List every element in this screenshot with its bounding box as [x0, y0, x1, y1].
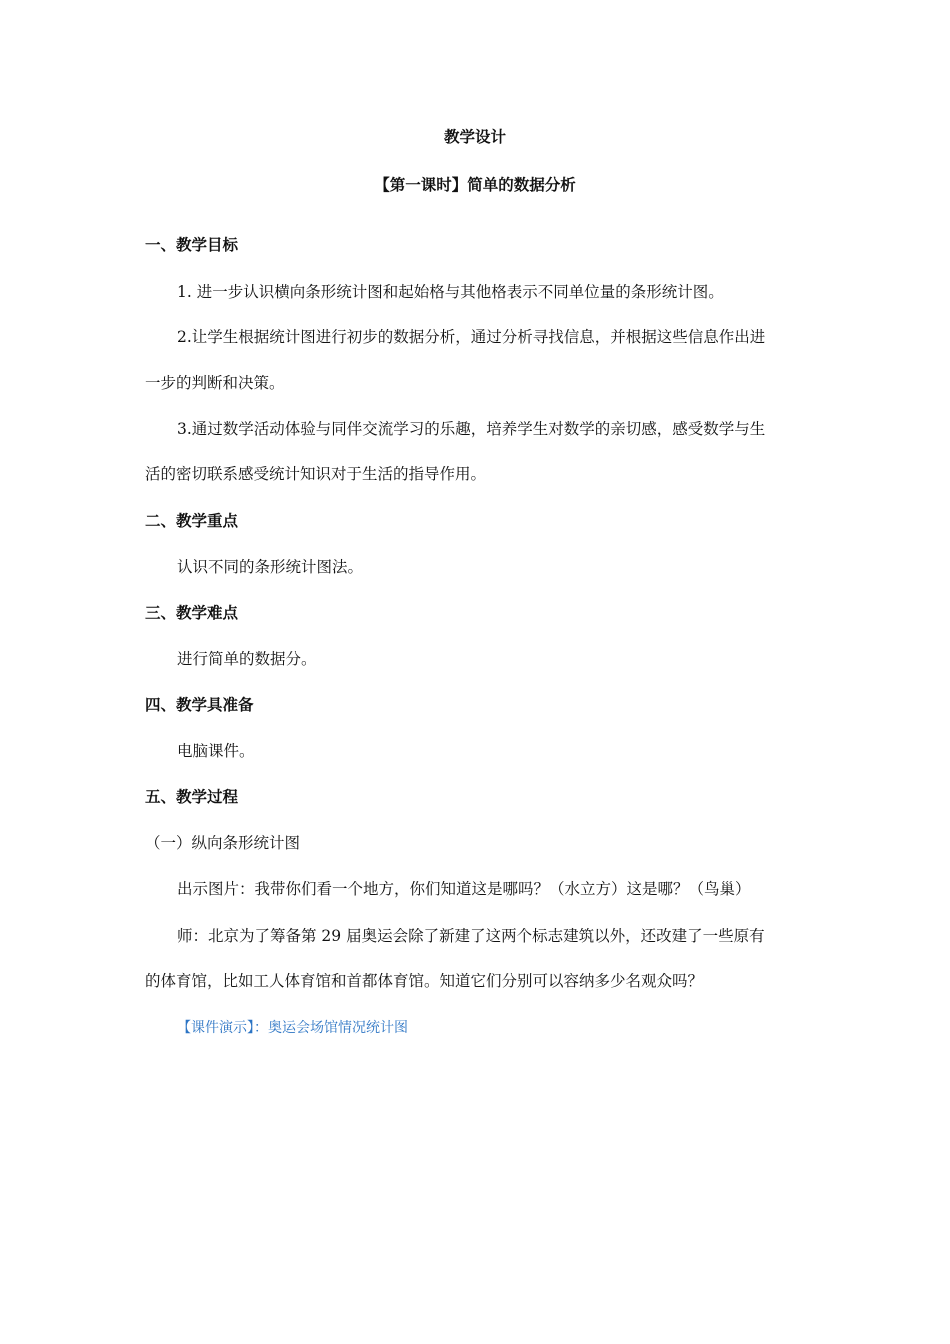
objective-3-line-1: 3.通过数学活动体验与同伴交流学习的乐趣，培养学生对数学的亲切感，感受数学与生 [177, 420, 766, 438]
section-heading-key-points: 二、教学重点 [145, 512, 239, 530]
section-heading-process: 五、教学过程 [145, 788, 239, 806]
objective-2-line-2: 一步的判断和决策。 [145, 374, 285, 392]
materials-body: 电脑课件。 [177, 742, 255, 760]
section-heading-difficulties: 三、教学难点 [145, 604, 239, 622]
section-heading-materials: 四、教学具准备 [145, 696, 254, 714]
key-points-body: 认识不同的条形统计图法。 [177, 558, 364, 576]
objective-1: 1. 进一步认识横向条形统计图和起始格与其他格表示不同单位量的条形统计图。 [177, 283, 724, 301]
process-paragraph-1: 出示图片：我带你们看一个地方，你们知道这是哪吗？（水立方）这是哪？（鸟巢） [177, 880, 751, 898]
objective-2-line-1: 2.让学生根据统计图进行初步的数据分析，通过分析寻找信息，并根据这些信息作出进 [177, 328, 766, 346]
process-subheading: （一）纵向条形统计图 [145, 834, 301, 852]
lesson-subtitle: 【第一课时】简单的数据分析 [374, 176, 576, 194]
section-heading-objectives: 一、教学目标 [145, 236, 239, 254]
page-title: 教学设计 [443, 128, 506, 146]
difficulties-body: 进行简单的数据分。 [177, 650, 317, 668]
courseware-demo-note: 【课件演示】：奥运会场馆情况统计图 [177, 1020, 408, 1036]
process-paragraph-2-line-1: 师：北京为了筹备第 29 届奥运会除了新建了这两个标志建筑以外，还改建了一些原有 [177, 927, 765, 945]
objective-3-line-2: 活的密切联系感受统计知识对于生活的指导作用。 [145, 465, 487, 483]
process-paragraph-2-line-2: 的体育馆，比如工人体育馆和首都体育馆。知道它们分别可以容纳多少名观众吗？ [145, 972, 704, 990]
